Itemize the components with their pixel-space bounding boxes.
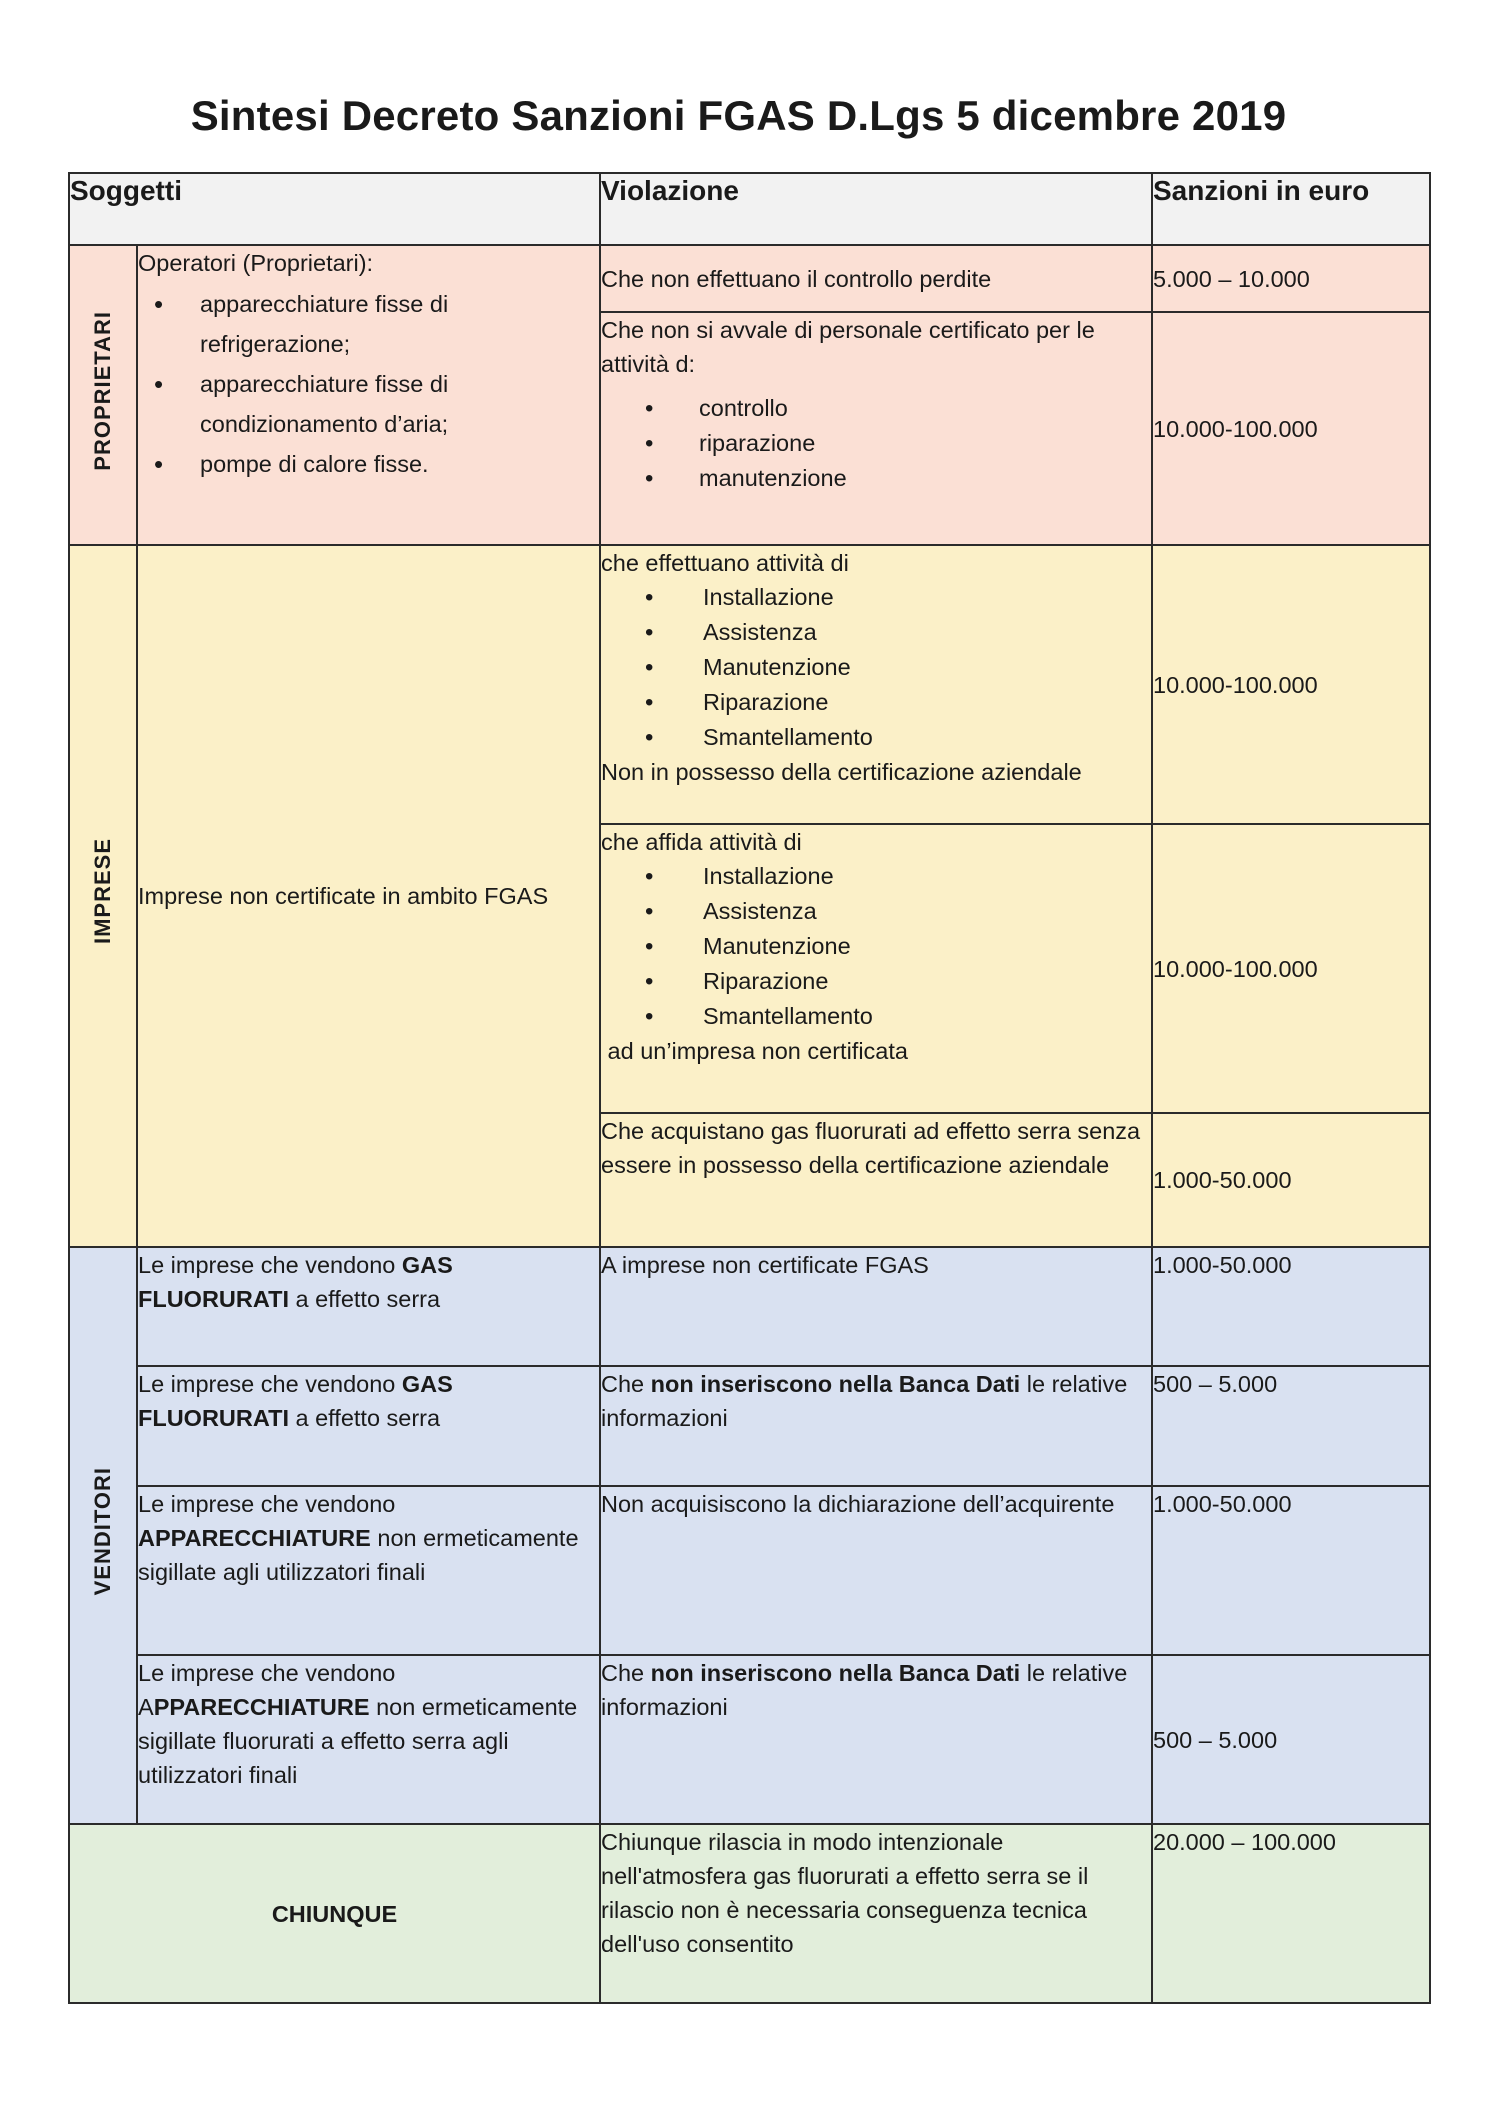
subject-bold: PPARECCHIATURE <box>153 1694 370 1720</box>
sanction-cell: 1.000-50.000 <box>1152 1247 1430 1366</box>
violation-cell <box>600 1247 1152 1366</box>
violation-cell <box>600 1366 1152 1486</box>
sanction-cell: 20.000 – 100.000 <box>1152 1824 1430 2003</box>
violation-list <box>601 580 1151 755</box>
list-item: • controllo <box>601 391 1151 426</box>
sanction-cell: 500 – 5.000 <box>1152 1366 1430 1486</box>
page-title <box>0 92 1497 140</box>
subject-list <box>138 284 599 484</box>
header-sanzioni: Sanzioni in euro <box>1152 173 1430 245</box>
category-venditori <box>69 1247 137 1824</box>
category-label: IMPRESE <box>90 838 115 945</box>
list-item: • Manutenzione <box>601 929 1151 964</box>
subject-text: Le imprese che vendono <box>138 1371 402 1397</box>
sanctions-table <box>68 172 1431 2004</box>
violation-cell <box>600 545 1152 824</box>
list-item: • pompe di calore fisse. <box>138 444 599 484</box>
violation-text: le relative informazioni <box>601 1371 1128 1431</box>
list-item: • manutenzione <box>601 461 1151 496</box>
violation-cell <box>600 1486 1152 1655</box>
subject-bold: APPARECCHIATURE <box>138 1525 371 1551</box>
list-item: • Manutenzione <box>601 650 1151 685</box>
violation-intro: che affida attività di <box>601 829 802 855</box>
subject-bold: GAS FLUORURATI <box>138 1371 453 1431</box>
sanction-cell: 1.000-50.000 <box>1152 1486 1430 1655</box>
table-row <box>69 545 1430 824</box>
category-proprietari <box>69 245 137 545</box>
table-row <box>69 1247 1430 1366</box>
violation-cell <box>600 312 1152 545</box>
category-imprese <box>69 545 137 1247</box>
subject-text: non ermeticamente sigillate agli utilizzatori finali <box>138 1525 579 1585</box>
violation-cell <box>600 824 1152 1113</box>
table-row <box>69 245 1430 312</box>
table-row <box>69 1824 1430 2003</box>
list-item: • Smantellamento <box>601 999 1151 1034</box>
violation-cell <box>600 1655 1152 1824</box>
violation-intro: Che non si avvale di personale certificato per le attività d: <box>601 317 1095 377</box>
violation-cell: Che acquistano gas fluorurati ad effetto serra senza essere in possesso della certificazione aziendale <box>600 1113 1152 1247</box>
subject-cell: Imprese non certificate in ambito FGAS <box>137 545 600 1247</box>
sanction-cell: 10.000-100.000 <box>1152 545 1430 824</box>
list-item: • apparecchiature fisse di condizionamento d’aria; <box>138 364 599 444</box>
violation-outro: ad un’impresa non certificata <box>601 1038 908 1064</box>
list-item: • Riparazione <box>601 964 1151 999</box>
violation-text: Che <box>601 1660 651 1686</box>
violation-text: Che <box>601 1371 651 1397</box>
header-row <box>69 173 1430 245</box>
subject-cell <box>137 1655 600 1824</box>
subject-cell <box>137 245 600 545</box>
subject-text: Le imprese che vendono A <box>138 1660 396 1720</box>
violation-text: A imprese non certificate FGAS <box>601 1252 929 1278</box>
list-item: • Assistenza <box>601 894 1151 929</box>
violation-text: le relative informazioni <box>601 1660 1128 1720</box>
violation-cell: Chiunque rilascia in modo intenzionale nell'atmosfera gas fluorurati a effetto serra se il rilascio non è necessaria conseguenza tecnica dell'uso consentito <box>600 1824 1152 2003</box>
header-soggetti: Soggetti <box>69 173 600 245</box>
violation-cell: Che non effettuano il controllo perdite <box>600 245 1152 312</box>
category-label: VENDITORI <box>90 1466 115 1596</box>
subject-cell <box>137 1366 600 1486</box>
violation-intro: che effettuano attività di <box>601 550 849 576</box>
list-item: • Assistenza <box>601 615 1151 650</box>
category-label: PROPRIETARI <box>90 310 115 471</box>
list-item: • Installazione <box>601 859 1151 894</box>
header-violazione: Violazione <box>600 173 1152 245</box>
violation-text: Non acquisiscono la dichiarazione dell’acquirente <box>601 1491 1115 1517</box>
subject-text: Le imprese che vendono <box>138 1252 402 1278</box>
sanction-cell: 10.000-100.000 <box>1152 312 1430 545</box>
table-row <box>69 1366 1430 1486</box>
violation-outro: Non in possesso della certificazione aziendale <box>601 759 1082 785</box>
violation-list <box>601 391 1151 496</box>
page-title-text: Sintesi Decreto Sanzioni FGAS D.Lgs 5 dicembre 2019 <box>190 92 1287 139</box>
subject-text: a effetto serra <box>288 1286 441 1312</box>
list-item: • Smantellamento <box>601 720 1151 755</box>
sanction-cell: 1.000-50.000 <box>1152 1113 1430 1247</box>
category-chiunque: CHIUNQUE <box>69 1824 600 2003</box>
subject-text: a effetto serra <box>288 1405 441 1431</box>
subject-cell <box>137 1247 600 1366</box>
list-item: • riparazione <box>601 426 1151 461</box>
sanction-cell: 5.000 – 10.000 <box>1152 245 1430 312</box>
subject-bold: GAS FLUORURATI <box>138 1252 453 1312</box>
subject-intro: Operatori (Proprietari): <box>138 250 374 276</box>
subject-cell <box>137 1486 600 1655</box>
list-item: • Installazione <box>601 580 1151 615</box>
violation-bold: non inseriscono nella Banca Dati <box>650 1660 1021 1686</box>
violation-bold: non inseriscono nella Banca Dati <box>650 1371 1021 1397</box>
subject-text: non ermeticamente sigillate fluorurati a effetto serra agli utilizzatori finali <box>138 1694 578 1788</box>
sanction-cell: 500 – 5.000 <box>1152 1655 1430 1824</box>
violation-list <box>601 859 1151 1034</box>
list-item: • apparecchiature fisse di refrigerazione; <box>138 284 599 364</box>
table-row <box>69 1655 1430 1824</box>
table-row <box>69 1486 1430 1655</box>
sanction-cell: 10.000-100.000 <box>1152 824 1430 1113</box>
subject-text: Le imprese che vendono <box>138 1491 396 1517</box>
list-item: • Riparazione <box>601 685 1151 720</box>
